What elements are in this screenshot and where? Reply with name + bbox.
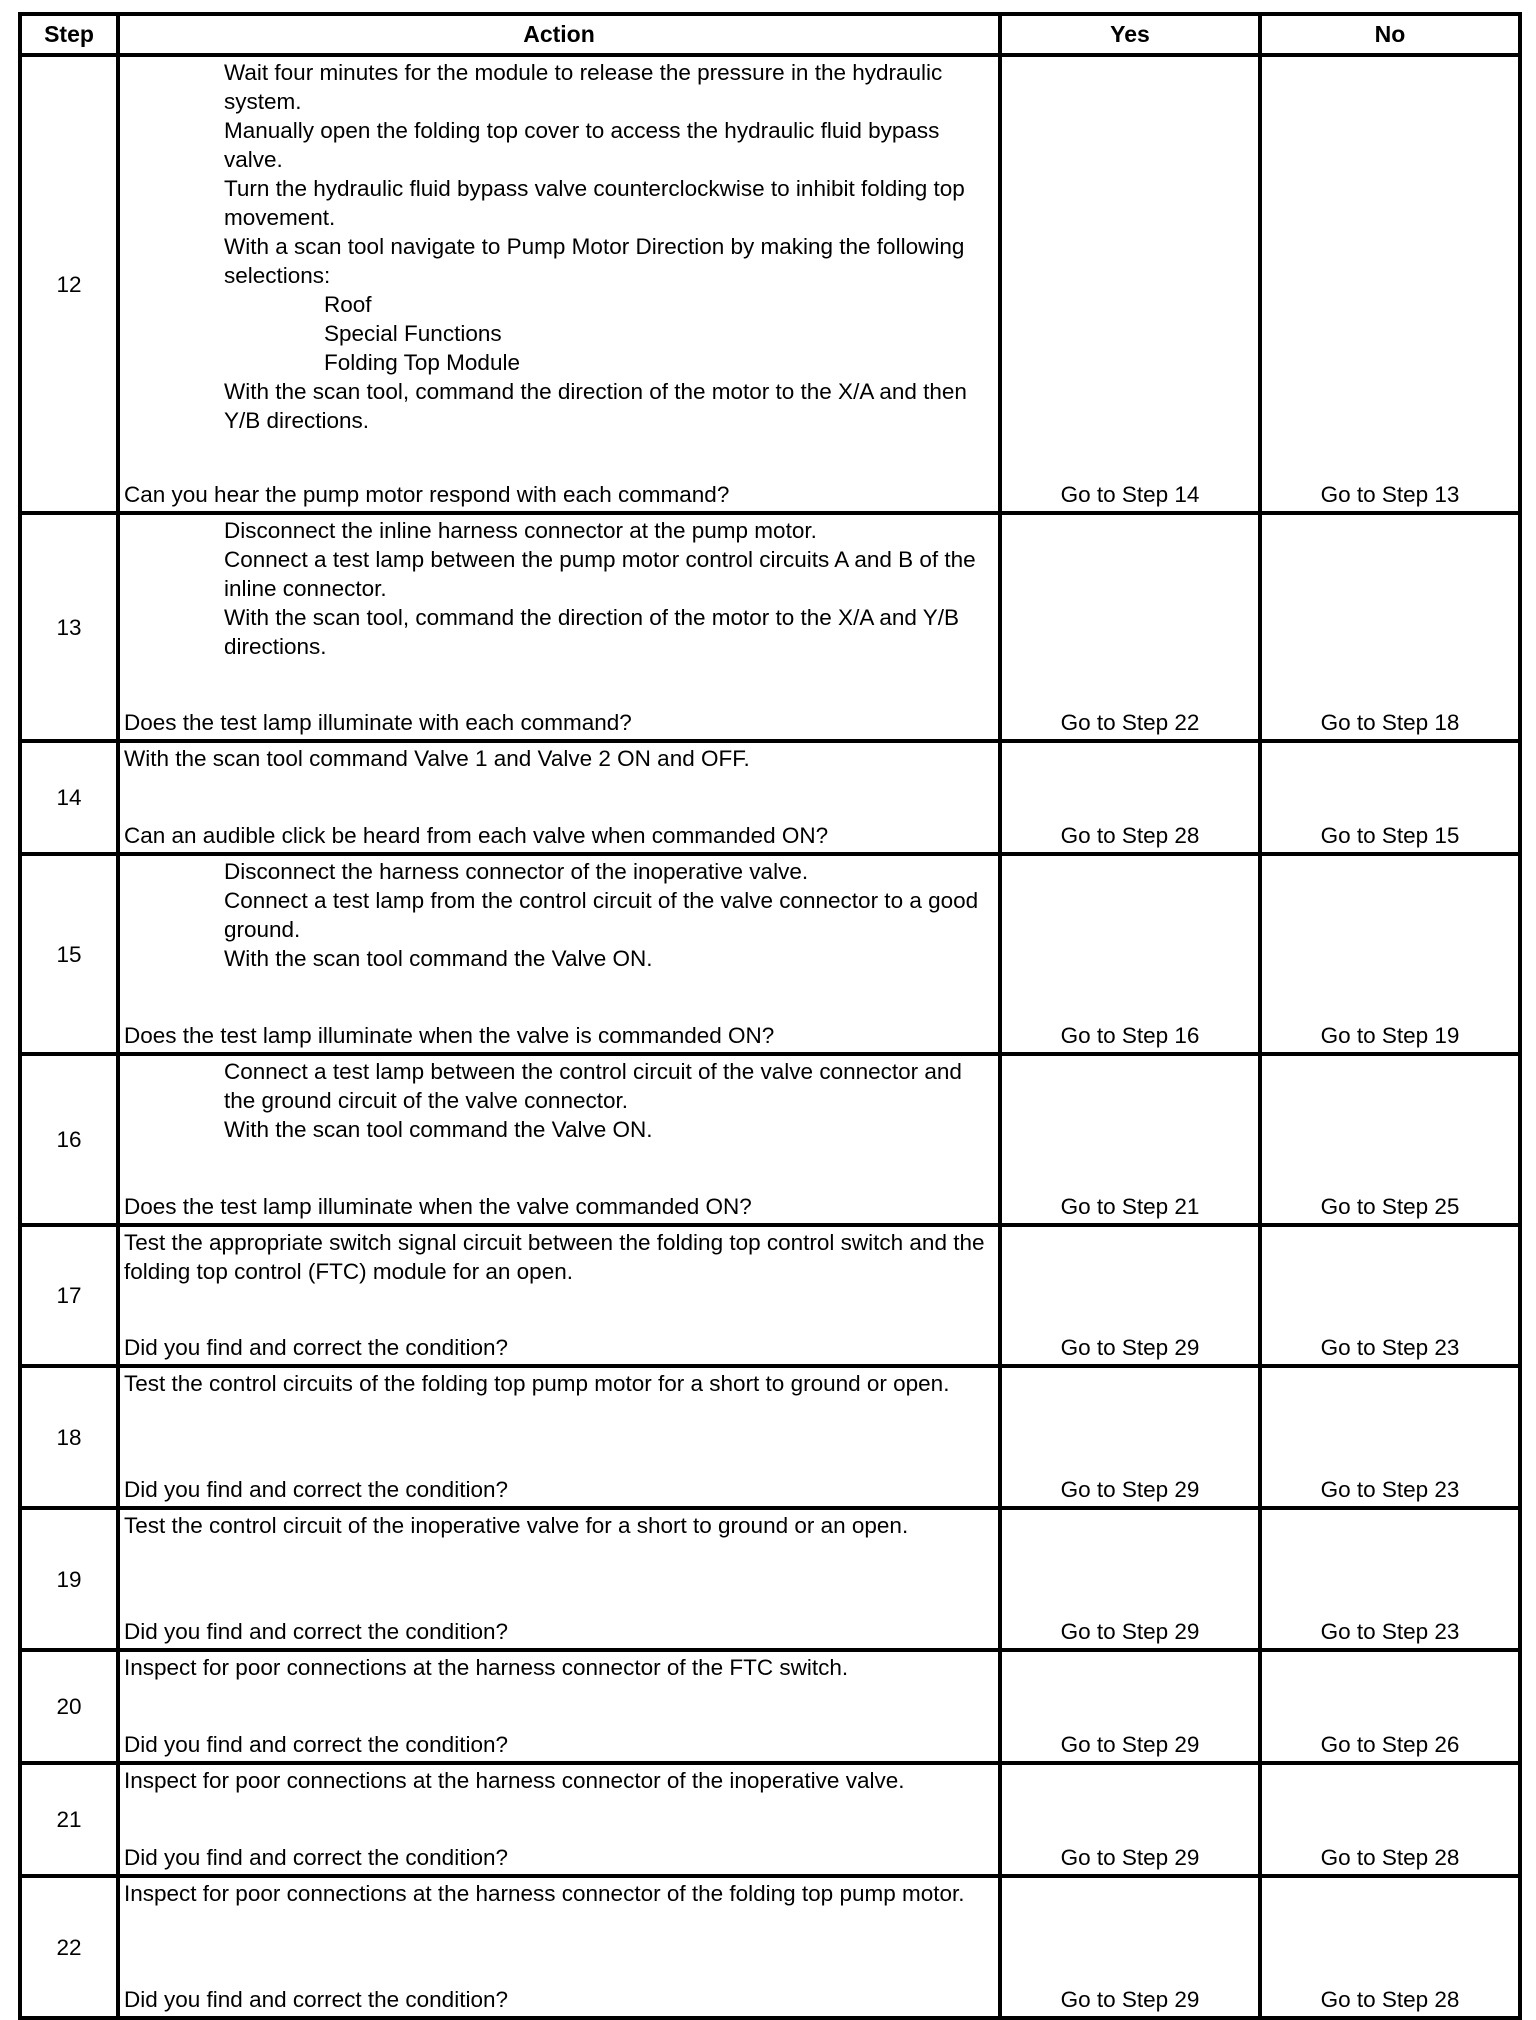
instruction-text: Disconnect the inline harness connector at the pump motor. xyxy=(224,518,817,543)
action-cell xyxy=(118,741,1000,854)
no-result: Go to Step 23 xyxy=(1260,1225,1520,1366)
table-row xyxy=(20,513,1520,741)
table-row xyxy=(20,741,1520,854)
instruction-list xyxy=(124,1057,994,1144)
no-result: Go to Step 13 xyxy=(1260,55,1520,513)
question-text: Did you find and correct the condition? xyxy=(124,1987,508,2012)
action-cell xyxy=(118,1508,1000,1650)
no-result: Go to Step 18 xyxy=(1260,513,1520,741)
no-result: Go to Step 19 xyxy=(1260,854,1520,1054)
instruction-list xyxy=(124,1369,994,1398)
selection-item: Roof xyxy=(324,292,372,317)
no-result: Go to Step 25 xyxy=(1260,1054,1520,1225)
yes-result: Go to Step 29 xyxy=(1000,1876,1260,2018)
yes-result: Go to Step 28 xyxy=(1000,741,1260,854)
question-text: Does the test lamp illuminate when the valve commanded ON? xyxy=(124,1194,752,1219)
table-row xyxy=(20,1876,1520,2018)
table-row xyxy=(20,1650,1520,1763)
action-cell xyxy=(118,1876,1000,2018)
header-no: No xyxy=(1260,14,1520,55)
instruction-text: Inspect for poor connections at the harness connector of the inoperative valve. xyxy=(124,1768,905,1793)
instruction-text: With the scan tool command the Valve ON. xyxy=(224,1117,653,1142)
table-row xyxy=(20,55,1520,513)
header-row xyxy=(20,14,1520,55)
action-cell xyxy=(118,513,1000,741)
no-result: Go to Step 23 xyxy=(1260,1508,1520,1650)
yes-result: Go to Step 29 xyxy=(1000,1225,1260,1366)
no-result: Go to Step 26 xyxy=(1260,1650,1520,1763)
question-text: Can an audible click be heard from each valve when commanded ON? xyxy=(124,823,829,848)
yes-result: Go to Step 29 xyxy=(1000,1763,1260,1876)
instruction-text: Test the appropriate switch signal circuit between the folding top control switch and the folding top control (FTC) module for an open. xyxy=(124,1230,985,1284)
instruction-list xyxy=(124,1653,994,1682)
instruction-list xyxy=(124,857,994,973)
table-row xyxy=(20,854,1520,1054)
table-row xyxy=(20,1054,1520,1225)
no-result: Go to Step 28 xyxy=(1260,1876,1520,2018)
step-number: 12 xyxy=(20,55,118,513)
action-cell xyxy=(118,1366,1000,1508)
selection-item: Special Functions xyxy=(324,321,502,346)
question-text: Can you hear the pump motor respond with each command? xyxy=(124,482,730,507)
question-text: Did you find and correct the condition? xyxy=(124,1845,508,1870)
table-row xyxy=(20,1508,1520,1650)
question-text: Did you find and correct the condition? xyxy=(124,1335,508,1360)
instruction-text: Test the control circuits of the folding top pump motor for a short to ground or open. xyxy=(124,1371,950,1396)
yes-result: Go to Step 29 xyxy=(1000,1366,1260,1508)
instruction-list xyxy=(124,1879,994,1908)
no-result: Go to Step 28 xyxy=(1260,1763,1520,1876)
instruction-text: Inspect for poor connections at the harness connector of the folding top pump motor. xyxy=(124,1881,965,1906)
yes-result: Go to Step 22 xyxy=(1000,513,1260,741)
instruction-text: Connect a test lamp between the control circuit of the valve connector and the ground circuit of the valve connector. xyxy=(224,1059,962,1113)
yes-result: Go to Step 21 xyxy=(1000,1054,1260,1225)
question-text: Does the test lamp illuminate when the valve is commanded ON? xyxy=(124,1023,775,1048)
instruction-text: With a scan tool navigate to Pump Motor Direction by making the following selections: xyxy=(224,234,965,288)
instruction-text: Manually open the folding top cover to access the hydraulic fluid bypass valve. xyxy=(224,118,940,172)
header-action: Action xyxy=(118,14,1000,55)
action-cell xyxy=(118,55,1000,513)
instruction-text: Connect a test lamp from the control circuit of the valve connector to a good ground. xyxy=(224,888,979,942)
step-number: 16 xyxy=(20,1054,118,1225)
table-row xyxy=(20,1366,1520,1508)
instruction-text: Connect a test lamp between the pump motor control circuits A and B of the inline connector. xyxy=(224,547,976,601)
action-cell xyxy=(118,1225,1000,1366)
instruction-text: Test the control circuit of the inoperative valve for a short to ground or an open. xyxy=(124,1513,909,1538)
yes-result: Go to Step 29 xyxy=(1000,1650,1260,1763)
step-number: 22 xyxy=(20,1876,118,2018)
step-number: 18 xyxy=(20,1366,118,1508)
selection-item: Folding Top Module xyxy=(324,350,520,375)
no-result: Go to Step 23 xyxy=(1260,1366,1520,1508)
instruction-text: With the scan tool, command the direction of the motor to the X/A and Y/B directions. xyxy=(224,605,959,659)
action-cell xyxy=(118,1054,1000,1225)
instruction-list xyxy=(124,1228,994,1286)
question-text: Does the test lamp illuminate with each command? xyxy=(124,710,632,735)
instruction-text: Inspect for poor connections at the harness connector of the FTC switch. xyxy=(124,1655,849,1680)
instruction-text: With the scan tool command the Valve ON. xyxy=(224,946,653,971)
step-number: 13 xyxy=(20,513,118,741)
instruction-text: Wait four minutes for the module to release the pressure in the hydraulic system. xyxy=(224,60,943,114)
table-row xyxy=(20,1225,1520,1366)
yes-result: Go to Step 14 xyxy=(1000,55,1260,513)
instruction-text: With the scan tool command Valve 1 and Valve 2 ON and OFF. xyxy=(124,746,750,771)
step-number: 17 xyxy=(20,1225,118,1366)
header-step: Step xyxy=(20,14,118,55)
diagnostic-table xyxy=(18,12,1522,2020)
step-number: 21 xyxy=(20,1763,118,1876)
header-yes: Yes xyxy=(1000,14,1260,55)
instruction-text: Turn the hydraulic fluid bypass valve counterclockwise to inhibit folding top movement. xyxy=(224,176,965,230)
question-text: Did you find and correct the condition? xyxy=(124,1619,508,1644)
yes-result: Go to Step 16 xyxy=(1000,854,1260,1054)
action-cell xyxy=(118,1650,1000,1763)
instruction-list xyxy=(124,58,994,435)
table-row xyxy=(20,1763,1520,1876)
step-number: 15 xyxy=(20,854,118,1054)
question-text: Did you find and correct the condition? xyxy=(124,1477,508,1502)
step-number: 14 xyxy=(20,741,118,854)
action-cell xyxy=(118,854,1000,1054)
instruction-list xyxy=(124,516,994,661)
instruction-list xyxy=(124,1511,994,1540)
action-cell xyxy=(118,1763,1000,1876)
instruction-text: Disconnect the harness connector of the inoperative valve. xyxy=(224,859,809,884)
step-number: 19 xyxy=(20,1508,118,1650)
no-result: Go to Step 15 xyxy=(1260,741,1520,854)
instruction-list xyxy=(124,744,994,773)
instruction-text: With the scan tool, command the direction of the motor to the X/A and then Y/B directions. xyxy=(224,379,967,433)
question-text: Did you find and correct the condition? xyxy=(124,1732,508,1757)
step-number: 20 xyxy=(20,1650,118,1763)
instruction-list xyxy=(124,1766,994,1795)
yes-result: Go to Step 29 xyxy=(1000,1508,1260,1650)
